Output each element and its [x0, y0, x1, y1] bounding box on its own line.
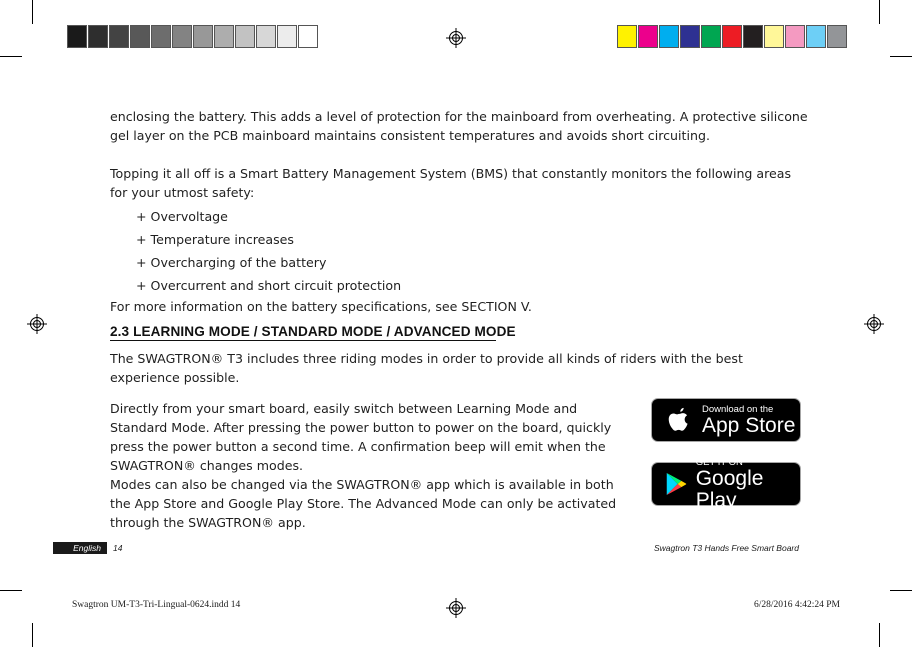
color-swatch [806, 25, 826, 48]
color-swatch [764, 25, 784, 48]
badge-text [696, 457, 800, 512]
registration-mark-icon [27, 314, 47, 334]
language-tab: English [53, 542, 107, 554]
color-swatch [785, 25, 805, 48]
slug-filename: Swagtron UM-T3-Tri-Lingual-0624.indd 14 [72, 600, 241, 610]
color-swatch [659, 25, 679, 48]
color-swatch [109, 25, 129, 48]
color-swatch [298, 25, 318, 48]
color-swatch [680, 25, 700, 48]
google-play-icon [664, 470, 688, 498]
crop-mark [890, 56, 912, 57]
process-color-bar [617, 25, 848, 48]
color-swatch [235, 25, 255, 48]
crop-mark [879, 0, 880, 24]
paragraph: Modes can also be changed via the SWAGTRON® app which is available in both the App Store and Google Play Store. The Advanced Mode can only be activated through the SWAGTRON® app. [110, 477, 617, 530]
paragraph: enclosing the battery. This adds a level of protection for the mainboard from overheating. A protective silicone gel layer on the PCB mainboard maintains consistent temperatures and avoids short circuiting. [110, 109, 808, 143]
page-number: 14 [113, 543, 123, 553]
slug-timestamp: 6/28/2016 4:42:24 PM [753, 600, 840, 610]
grayscale-color-bar [67, 25, 319, 48]
badge-caption: Download on the [702, 403, 774, 415]
color-swatch [277, 25, 297, 48]
section-body [110, 399, 630, 532]
badge-caption: GET IT ON [695, 456, 743, 468]
color-swatch [743, 25, 763, 48]
paragraph: For more information on the battery specifications, see SECTION V. [110, 299, 532, 314]
color-swatch [617, 25, 637, 48]
color-swatch [67, 25, 87, 48]
registration-mark-icon [446, 598, 466, 618]
color-swatch [172, 25, 192, 48]
color-swatch [193, 25, 213, 48]
color-swatch [722, 25, 742, 48]
running-footer-title: Swagtron T3 Hands Free Smart Board [653, 543, 799, 553]
registration-mark-icon [864, 314, 884, 334]
paragraph: The SWAGTRON® T3 includes three riding modes in order to provide all kinds of riders with the best experience possible. [110, 351, 743, 385]
crop-mark [0, 590, 22, 591]
paragraph: Topping it all off is a Smart Battery Management System (BMS) that constantly monitors the following areas for your utmost safety: [110, 166, 792, 200]
badge-store-name: Google Play [695, 466, 764, 512]
crop-mark [890, 590, 912, 591]
color-swatch [827, 25, 847, 48]
crop-mark [0, 56, 22, 57]
list-item: + Overvoltage [136, 209, 228, 224]
list-item: + Temperature increases [136, 232, 294, 247]
color-swatch [88, 25, 108, 48]
color-swatch [638, 25, 658, 48]
body-text-top [110, 107, 810, 316]
list-item: + Overcurrent and short circuit protection [136, 278, 402, 293]
registration-mark-icon [446, 28, 466, 48]
list-item: + Overcharging of the battery [136, 255, 327, 270]
color-swatch [130, 25, 150, 48]
apple-icon [666, 406, 692, 434]
badge-text [702, 404, 795, 437]
color-swatch [701, 25, 721, 48]
color-swatch [151, 25, 171, 48]
app-store-badge[interactable] [651, 398, 801, 442]
crop-mark [32, 0, 33, 24]
color-swatch [256, 25, 276, 48]
crop-mark [32, 623, 33, 647]
google-play-badge[interactable] [651, 456, 801, 512]
color-swatch [214, 25, 234, 48]
section-intro [110, 349, 810, 387]
section-heading: 2.3 LEARNING MODE / STANDARD MODE / ADVANCED MODE [110, 324, 516, 339]
crop-mark [879, 623, 880, 647]
badge-store-name: App Store [702, 413, 796, 437]
paragraph: Directly from your smart board, easily switch between Learning Mode and Standard Mode. After pressing the power button to power on the board, quickly press the power button a second time. A confirmation beep will emit when the SWAGTRON® changes modes. [110, 401, 612, 473]
